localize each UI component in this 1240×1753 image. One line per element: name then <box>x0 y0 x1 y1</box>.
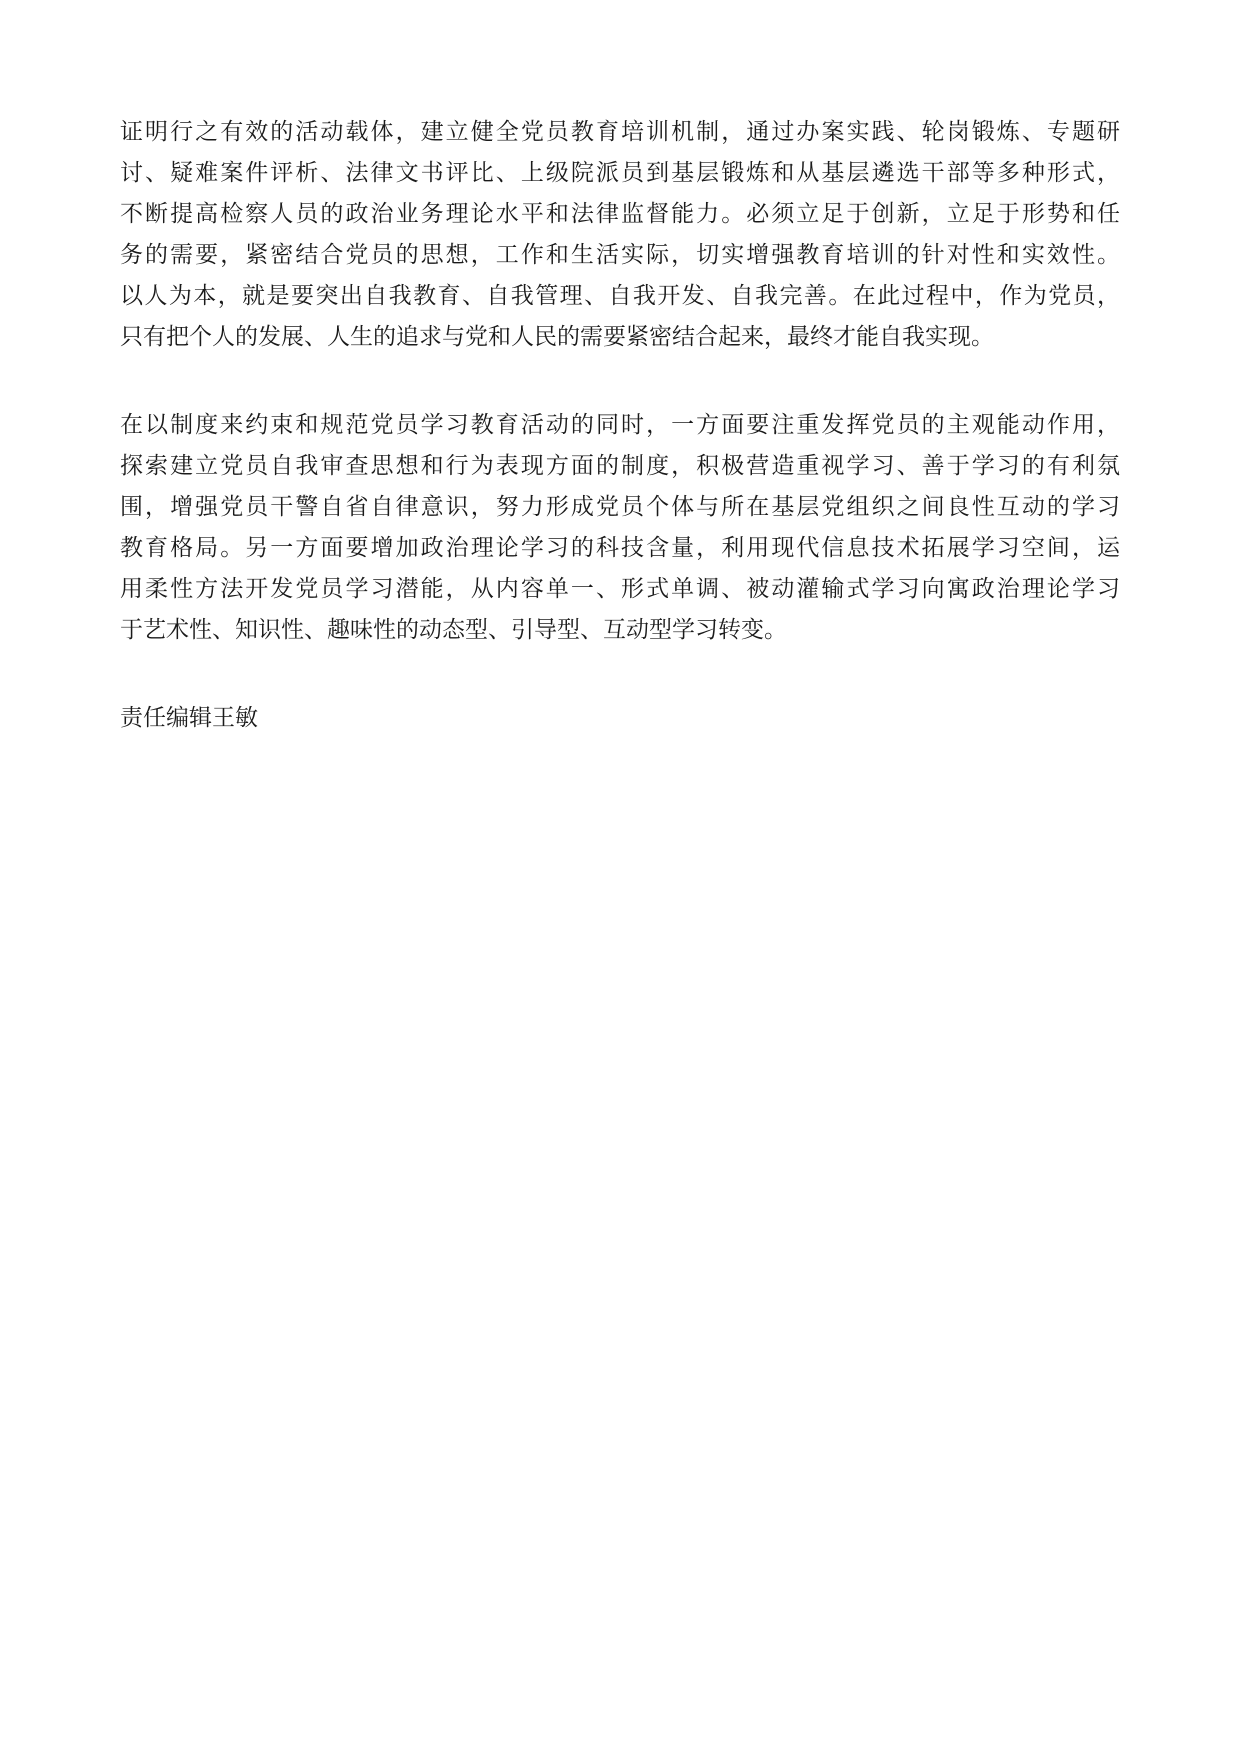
paragraph-line: 探索建立党员自我审查思想和行为表现方面的制度，积极营造重视学习、善于学习的有利氛 <box>120 453 1120 479</box>
paragraph-line: 务的需要，紧密结合党员的思想，工作和生活实际，切实增强教育培训的针对性和实效性。 <box>120 242 1120 268</box>
document-body <box>120 112 1120 739</box>
paragraph-1 <box>120 112 1120 358</box>
paragraph-line: 在以制度来约束和规范党员学习教育活动的同时，一方面要注重发挥党员的主观能动作用， <box>120 412 1120 438</box>
paragraph-line: 围，增强党员干警自省自律意识，努力形成党员个体与所在基层党组织之间良性互动的学习 <box>120 494 1120 520</box>
paragraph-spacer <box>120 651 1120 698</box>
paragraph-2 <box>120 405 1120 651</box>
paragraph-line: 教育格局。另一方面要增加政治理论学习的科技含量，利用现代信息技术拓展学习空间，运 <box>120 535 1120 561</box>
paragraph-spacer <box>120 358 1120 405</box>
paragraph-line: 不断提高检察人员的政治业务理论水平和法律监督能力。必须立足于创新，立足于形势和任 <box>120 201 1120 227</box>
editor-credit: 责任编辑王敏 <box>120 705 258 731</box>
paragraph-line: 以人为本，就是要突出自我教育、自我管理、自我开发、自我完善。在此过程中，作为党员， <box>120 283 1120 309</box>
paragraph-line: 证明行之有效的活动载体，建立健全党员教育培训机制，通过办案实践、轮岗锻炼、专题研 <box>120 119 1120 145</box>
paragraph-line: 讨、疑难案件评析、法律文书评比、上级院派员到基层锻炼和从基层遴选干部等多种形式， <box>120 160 1120 186</box>
paragraph-line: 只有把个人的发展、人生的追求与党和人民的需要紧密结合起来，最终才能自我实现。 <box>120 324 994 350</box>
paragraph-line: 用柔性方法开发党员学习潜能，从内容单一、形式单调、被动灌输式学习向寓政治理论学习 <box>120 576 1120 602</box>
paragraph-line: 于艺术性、知识性、趣味性的动态型、引导型、互动型学习转变。 <box>120 617 787 643</box>
